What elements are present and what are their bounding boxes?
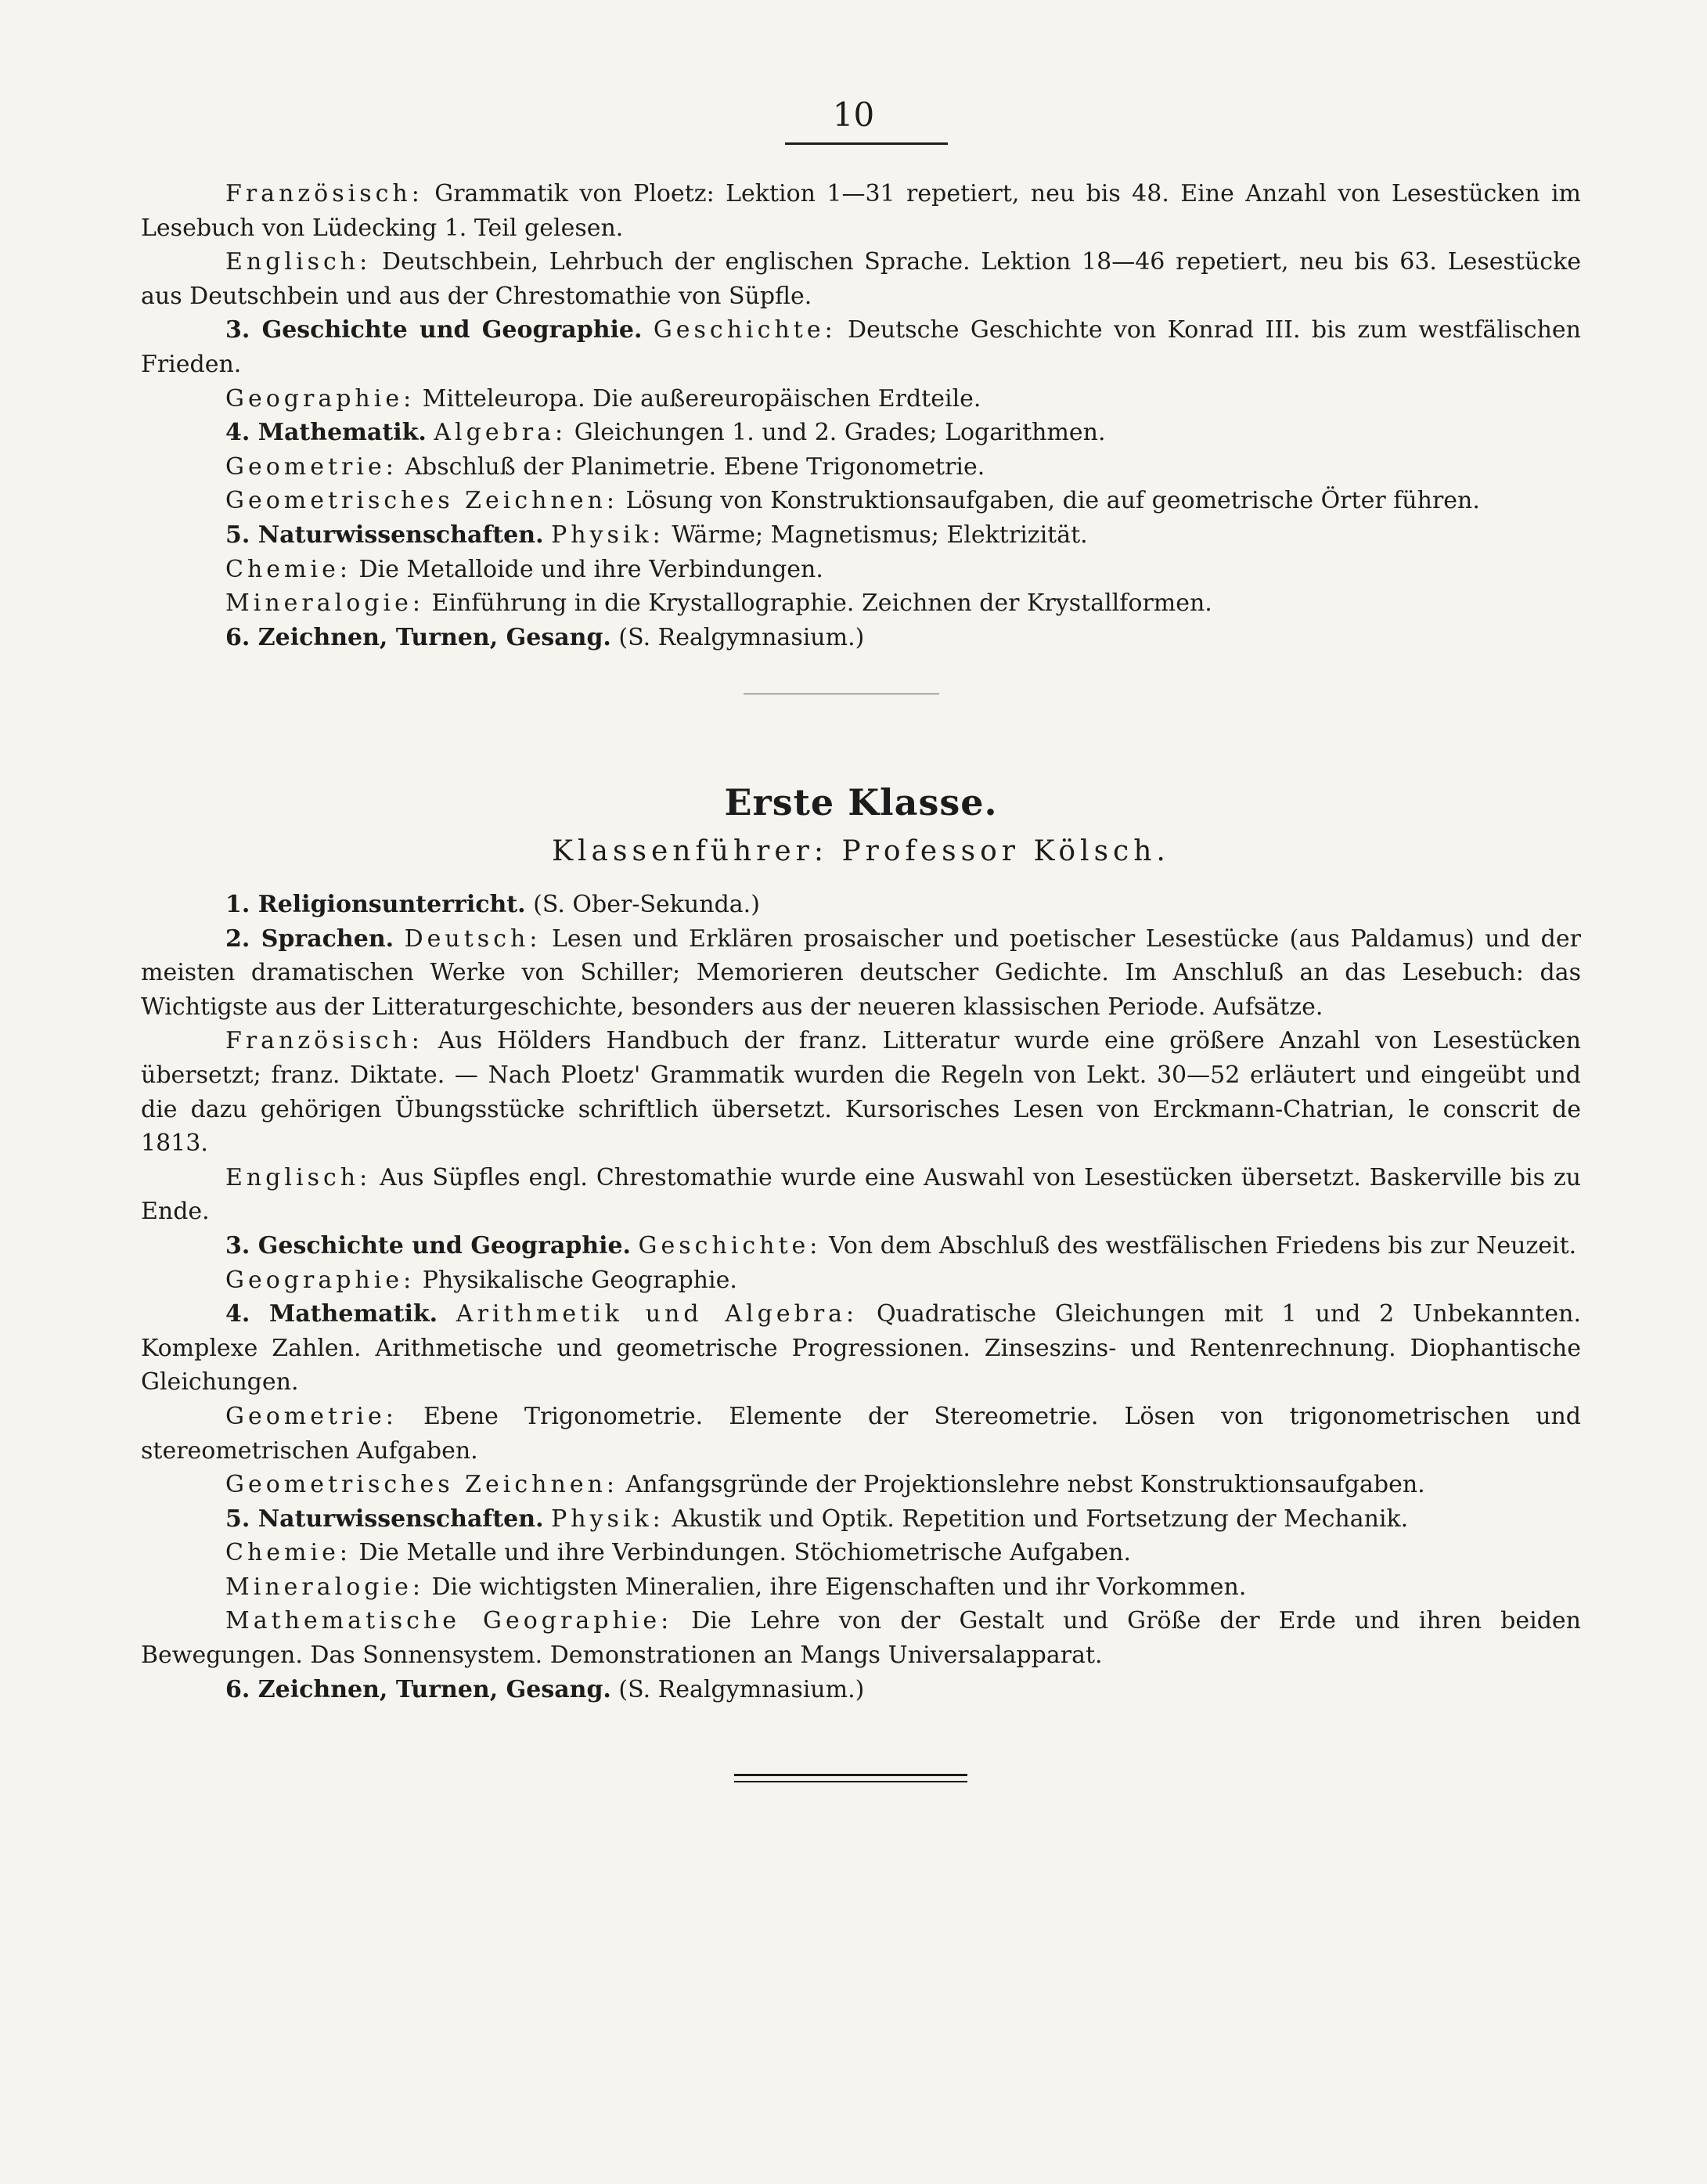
paragraph-text: (S. Ober-Sekunda.) [525, 891, 760, 918]
section-heading: 4. Mathematik. [225, 419, 427, 447]
paragraph-text: Wärme; Magnetismus; Elektrizität. [664, 521, 1088, 549]
paragraph [141, 1229, 1581, 1263]
paragraph-text [544, 521, 552, 549]
paragraph-text: Die Metalle und ihre Verbindungen. Stöchiometrische Aufgaben. [351, 1539, 1132, 1567]
subject-label: Mineralogie: [225, 1573, 424, 1601]
paragraph-text: (S. Realgymnasium.) [610, 623, 865, 651]
subject-label: Geometrisches Zeichnen: [225, 1471, 618, 1499]
paragraph [141, 888, 1581, 922]
subject-label: Geschichte: [638, 1231, 822, 1260]
paragraph [141, 382, 1581, 416]
paragraph-text [427, 419, 434, 446]
subject-label: Chemie: [225, 1539, 351, 1567]
paragraph-text: Aus Süpfles engl. Chrestomathie wurde eine Auswahl von Lesestücken übersetzt. Baskerville bis zu Ende. [141, 1163, 1581, 1226]
subject-label: Geographie: [225, 384, 416, 413]
paragraph-text: Anfangsgründe der Projektionslehre nebst Konstruktionsaufgaben. [618, 1471, 1425, 1499]
paragraph [141, 1502, 1581, 1537]
section-heading: 4. Mathematik. [225, 1300, 438, 1328]
paragraph-text: (S. Realgymnasium.) [610, 1675, 865, 1703]
subject-label: Geometrie: [225, 1402, 398, 1430]
paragraph-text: Lösung von Konstruktionsaufgaben, die auf geometrische Örter führen. [618, 487, 1480, 515]
paragraph-text: Aus Hölders Handbuch der franz. Litteratur wurde eine größere Anzahl von Lesestücken übersetzt; franz. Diktate. — Nach Ploetz' Grammatik wurden die Regeln von Lekt. 30—52 erläutert und eingeübt und die dazu gehörigen Übungsstücke schriftlich übersetzt. Kursorisches Lesen von Erckmann-Chatrian, le conscrit de 1813. [141, 1027, 1581, 1158]
section-heading: 5. Naturwissenschaften. [225, 1505, 544, 1533]
paragraph [141, 621, 1581, 655]
bottom-text-block [141, 888, 1581, 1706]
section-title: Erste Klasse. [724, 781, 998, 824]
paragraph-text [438, 1300, 456, 1328]
section-heading: 3. Geschichte und Geographie. [225, 1231, 631, 1260]
end-double-rule-bottom [734, 1781, 967, 1782]
paragraph-text [544, 1505, 552, 1533]
subject-label: Deutsch: [404, 924, 542, 953]
section-heading: 2. Sprachen. [225, 924, 394, 953]
paragraph-text: Grammatik von Ploetz: Lektion 1—31 repetiert, neu bis 48. Eine Anzahl von Lesestücken im Lesebuch von Lüdecking 1. Teil gelesen. [141, 180, 1581, 242]
subject-label: Geometrie: [225, 452, 398, 481]
paragraph-text [394, 925, 405, 953]
paragraph [141, 1161, 1581, 1229]
paragraph-text: Ebene Trigonometrie. Elemente der Stereometrie. Lösen von trigonometrischen und stereometrischen Aufgaben. [141, 1402, 1581, 1465]
top-text-block [141, 177, 1581, 654]
paragraph [141, 177, 1581, 245]
paragraph [141, 1263, 1581, 1298]
paragraph-text: Gleichungen 1. und 2. Grades; Logarithmen. [567, 419, 1106, 447]
subject-label: Englisch: [225, 1163, 372, 1191]
section-heading: 1. Religionsunterricht. [225, 891, 526, 918]
subject-label: Arithmetik und Algebra: [456, 1300, 859, 1328]
paragraph-text: Abschluß der Planimetrie. Ebene Trigonometrie. [397, 452, 985, 481]
paragraph-text: Mitteleuropa. Die außereuropäischen Erdteile. [415, 384, 981, 413]
header-rule [785, 142, 948, 145]
section-heading: 6. Zeichnen, Turnen, Gesang. [225, 1675, 611, 1703]
subject-label: Französisch: [225, 1027, 423, 1055]
paragraph [141, 1673, 1581, 1707]
paragraph-text: Physikalische Geographie. [415, 1266, 737, 1294]
subject-label: Französisch: [225, 180, 423, 207]
section-heading: 3. Geschichte und Geographie. [225, 316, 643, 344]
paragraph [141, 484, 1581, 518]
paragraph-text: Deutschbein, Lehrbuch der englischen Sprache. Lektion 18—46 repetiert, neu bis 63. Lesestücke aus Deutschbein und aus der Chrestomathie von Süpfle. [141, 248, 1581, 310]
subject-label: Geometrisches Zeichnen: [225, 487, 618, 515]
class-leader: Klassenführer: Professor Kölsch. [552, 835, 1170, 867]
paragraph-text: Die wichtigsten Mineralien, ihre Eigenschaften und ihr Vorkommen. [423, 1573, 1247, 1601]
paragraph [141, 1297, 1581, 1400]
paragraph-text: Quadratische Gleichungen mit 1 und 2 Unbekannten. Komplexe Zahlen. Arithmetische und geometrische Progressionen. Zinseszins- und Rentenrechnung. Diophantische Gleichungen. [141, 1300, 1581, 1397]
paragraph-text: Von dem Abschluß des westfälischen Friedens bis zur Neuzeit. [821, 1231, 1577, 1260]
paragraph [141, 1400, 1581, 1468]
paragraph [141, 245, 1581, 313]
paragraph [141, 1570, 1581, 1605]
paragraph [141, 313, 1581, 381]
paragraph [141, 416, 1581, 450]
subject-label: Chemie: [225, 555, 351, 583]
page-number: 10 [832, 96, 875, 134]
paragraph-text: Die Metalloide und ihre Verbindungen. [351, 555, 823, 583]
section-heading: 5. Naturwissenschaften. [225, 521, 544, 549]
end-double-rule-top [734, 1774, 967, 1776]
subject-label: Englisch: [225, 248, 372, 276]
paragraph-text: Deutsche Geschichte von Konrad III. bis zum westfälischen Frieden. [141, 316, 1581, 378]
subject-label: Mathematische Geographie: [225, 1607, 673, 1635]
subject-label: Mineralogie: [225, 589, 424, 618]
paragraph [141, 586, 1581, 621]
paragraph-text: Die Lehre von der Gestalt und Größe der Erde und ihren beiden Bewegungen. Das Sonnensystem. Demonstrationen an Mangs Universalapparat. [141, 1607, 1581, 1670]
paragraph-text: Akustik und Optik. Repetition und Fortsetzung der Mechanik. [664, 1505, 1409, 1533]
paragraph [141, 518, 1581, 553]
paragraph [141, 922, 1581, 1025]
paragraph-text: Lesen und Erklären prosaischer und poetischer Lesestücke (aus Paldamus) und der meisten dramatischen Werke von Schiller; Memorieren deutscher Gedichte. Im Anschluß an das Lesebuch: das Wichtigste aus der Litteraturgeschichte, besonders aus der neueren klassischen Periode. Aufsätze. [141, 924, 1581, 1021]
paragraph [141, 553, 1581, 587]
paragraph-text [642, 316, 653, 344]
paragraph [141, 1468, 1581, 1502]
subject-label: Physik: [551, 521, 664, 549]
paragraph [141, 450, 1581, 485]
paragraph-text [631, 1232, 639, 1260]
subject-label: Algebra: [434, 419, 567, 447]
paragraph [141, 1604, 1581, 1672]
paragraph [141, 1024, 1581, 1160]
subject-label: Physik: [551, 1505, 664, 1533]
paragraph-text: Einführung in die Krystallographie. Zeichnen der Krystallformen. [423, 589, 1212, 618]
section-header [141, 775, 1581, 874]
section-heading: 6. Zeichnen, Turnen, Gesang. [225, 623, 611, 651]
paragraph [141, 1536, 1581, 1570]
subject-label: Geschichte: [653, 316, 837, 344]
subject-label: Geographie: [225, 1266, 416, 1294]
